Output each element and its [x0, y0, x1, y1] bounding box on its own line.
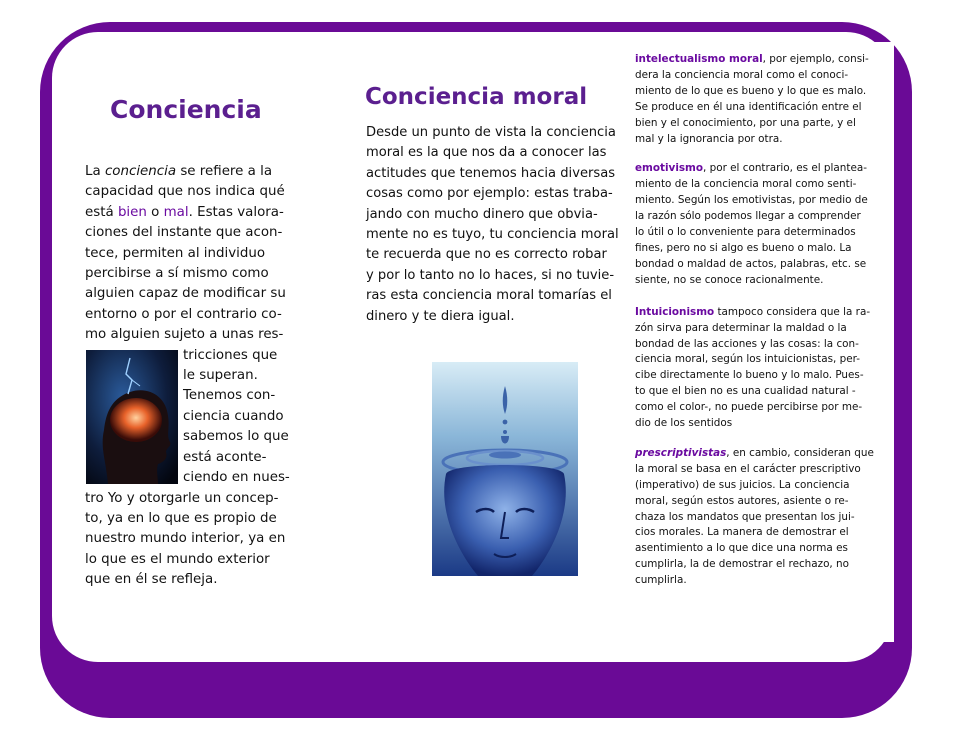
text-line: te recuerda que no es correcto robar: [366, 247, 607, 263]
text-line: La conciencia se refiere a la: [85, 164, 273, 179]
text-line: dera la conciencia moral como el conoci-: [635, 68, 849, 81]
text-line: to, ya en lo que es propio de: [85, 510, 277, 526]
text-line: fines, pero no si algo es bueno o malo. La: [635, 241, 852, 254]
text-line: como el color-, no puede percibirse por me-: [635, 401, 863, 414]
text-line: Se produce en él una identificación entre el: [635, 100, 862, 113]
mal-word: mal: [163, 204, 189, 220]
bien-word: bien: [117, 204, 147, 220]
text-line: capacidad que nos indica qué: [85, 184, 285, 200]
text-line: miento. Según los emotivistas, por medio de: [635, 194, 868, 207]
text-line: zón sirva para determinar la maldad o la: [635, 321, 847, 334]
text-line: está aconte-: [183, 449, 267, 465]
text-line: miento de lo que es bueno y lo que es malo.: [635, 84, 867, 97]
text-line: cios morales. La manera de demostrar el: [635, 526, 849, 539]
text-line: cumplirla.: [635, 574, 687, 587]
intelectualismo-term: intelectualismo moral: [635, 53, 763, 65]
text-line: nuestro mundo interior, ya en: [85, 531, 286, 547]
text-line: ciencia moral, según los intuicionistas, per-: [635, 353, 860, 366]
text-line: cosas como por ejemplo: estas traba-: [366, 186, 613, 202]
text-line: siente, no se conoce racionalmente.: [635, 273, 824, 286]
text-line: bondad de las acciones y las cosas: la con-: [635, 337, 859, 350]
text-line: tricciones que: [183, 347, 278, 363]
text-line: bondad o maldad de actos, palabras, etc. se: [635, 257, 867, 270]
prescriptivistas-term: prescriptivistas: [635, 446, 727, 459]
text-line: cibe directamente lo bueno y lo malo. Pues-: [635, 369, 864, 382]
text-line: ras esta conciencia moral tomarías el: [366, 288, 612, 304]
water-drop-face-image: [432, 362, 578, 576]
text-line: moral es la que nos da a conocer las: [366, 145, 607, 161]
text-line: cumplirla, la de demostrar el rechazo, no: [635, 558, 849, 571]
text-line: Tenemos con-: [183, 388, 276, 404]
text-line: y por lo tanto no lo haces, si no tuvie-: [366, 267, 615, 283]
text-line: dinero y te diera igual.: [366, 308, 515, 324]
text-line: que en él se refleja.: [85, 572, 218, 588]
emotivismo-term: emotivismo: [635, 162, 704, 175]
conciencia-moral-text: [366, 123, 622, 327]
text-line: tro Yo y otorgarle un concep-: [85, 490, 279, 506]
brain-head-image: [86, 350, 178, 484]
text-line: to que el bien no es una cualidad natural -: [635, 385, 856, 398]
text-line: bien y el conocimiento, por una parte, y el: [635, 116, 856, 129]
text-line: está bien o mal. Estas valora-: [85, 204, 284, 220]
text-line: miento de la conciencia moral como senti-: [635, 178, 857, 191]
text-line: Desde un punto de vista la conciencia: [366, 125, 616, 140]
text-line: entorno o por el contrario co-: [85, 306, 282, 322]
text-line: jando con mucho dinero que obvia-: [366, 206, 598, 222]
intuicionismo-term: Intuicionismo: [635, 305, 715, 318]
text-line: sabemos lo que: [183, 429, 289, 445]
text-line: moral, según estos autores, asiente o re-: [635, 494, 849, 507]
text-line: mal y la ignorancia por otra.: [635, 132, 783, 145]
text-line: le superan.: [183, 368, 258, 384]
text-line: tece, permiten al individuo: [85, 245, 266, 261]
text-line: prescriptivistas, en cambio, consideran que: [635, 446, 874, 459]
text-line: ciencia cuando: [183, 408, 284, 424]
conciencia-moral-title: Conciencia moral: [365, 84, 588, 110]
text-line: ciones del instante que acon-: [85, 225, 283, 241]
conciencia-title: Conciencia: [110, 95, 262, 124]
text-line: intelectualismo moral, por ejemplo, consi-: [635, 53, 869, 65]
text-line: alguien capaz de modificar su: [85, 286, 286, 302]
text-line: actitudes que tenemos hacia diversas: [366, 165, 616, 181]
text-line: Intuicionismo tampoco considera que la ra-: [635, 305, 871, 318]
text-line: (imperativo) de sus juicios. La conciencia: [635, 478, 850, 491]
text-line: lo útil o lo conveniente para determinados: [635, 226, 856, 239]
text-line: la razón sólo podemos llegar a comprender: [635, 210, 861, 223]
text-line: emotivismo, por el contrario, es el plantea-: [635, 162, 867, 175]
text-line: chaza los mandatos que presentan los jui-: [635, 510, 855, 523]
text-line: percibirse a sí mismo como: [85, 266, 269, 282]
text-line: lo que es el mundo exterior: [85, 551, 270, 567]
text-line: mente no es tuyo, tu conciencia moral: [366, 227, 619, 243]
theories-text: [635, 52, 883, 589]
text-line: ciendo en nues-: [183, 470, 290, 486]
text-line: mo alguien sujeto a unas res-: [85, 327, 284, 343]
text-line: asentimiento a lo que dice una norma es: [635, 542, 848, 555]
text-line: la moral se basa en el carácter prescriptivo: [635, 462, 861, 475]
text-line: dio de los sentidos: [635, 417, 733, 430]
